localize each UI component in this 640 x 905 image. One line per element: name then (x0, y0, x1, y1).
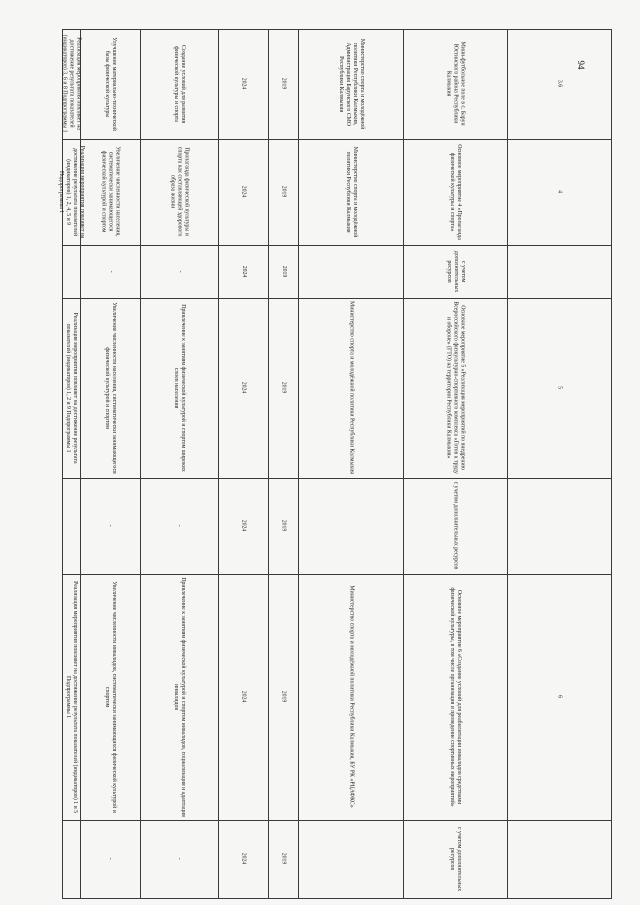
cell-event (405, 141, 505, 243)
cell-number (509, 822, 609, 896)
cell-event (405, 576, 505, 818)
cell-number (509, 576, 609, 818)
cell-text: 2024 (240, 186, 247, 198)
cell-text: Увеличение численности инвалидов, систематически занимающихся физической культурой и спортом (104, 581, 118, 813)
cell-start (270, 300, 296, 476)
cell-number (509, 300, 609, 476)
cell-start (270, 822, 296, 896)
cell-text: 2019 (280, 520, 287, 532)
table-row-rule (62, 29, 612, 30)
cell-text: - (176, 525, 183, 527)
cell-start (270, 31, 296, 137)
cell-number (509, 480, 609, 572)
cell-text: 2019 (280, 691, 287, 703)
cell-start (270, 247, 296, 296)
cell-end (220, 31, 266, 137)
cell-comment (64, 822, 78, 896)
cell-direct-result (142, 300, 216, 476)
cell-comment (64, 247, 78, 296)
cell-indicator-link (82, 822, 138, 896)
cell-number (509, 247, 609, 296)
cell-end (220, 300, 266, 476)
table-row-rule (62, 898, 612, 899)
cell-direct-result (142, 576, 216, 818)
cell-text: Министерство спорта и молодёжной политики Республики Калмыкия, БУ РК «РЦАФКС» (348, 585, 355, 809)
table-column-rule (218, 29, 219, 898)
cell-indicator-link (82, 300, 138, 476)
cell-direct-result (142, 141, 216, 243)
cell-text: Привлечение к занятиям физической культурой и спортом инвалидов, социализация и адаптация инвалидов (173, 577, 187, 817)
cell-executor (300, 480, 401, 572)
cell-text: 2019 (280, 382, 287, 394)
cell-text: Пропаганда физической культуры и спорта как составляющей здорового образа жизни (169, 147, 190, 237)
cell-text: с учетом дополнительных ресурсов (449, 826, 463, 892)
cell-text: Увеличение численности населения, систематически занимающегося физической культурой и спортом (100, 146, 121, 238)
cell-text: 2024 (240, 78, 247, 90)
table-column-rule (611, 29, 612, 898)
cell-end (220, 480, 266, 572)
table-row-rule (62, 245, 612, 246)
cell-text: - (107, 858, 114, 860)
table-row-rule (62, 139, 612, 140)
cell-comment (57, 141, 86, 243)
cell-start (270, 141, 296, 243)
cell-comment (61, 31, 82, 137)
cell-event (405, 822, 505, 896)
cell-text: 2024 (240, 853, 247, 865)
cell-start (270, 576, 296, 818)
cell-end (220, 822, 266, 896)
cell-text: Министерство спорта и молодёжной политики Республики Калмыкия (348, 301, 355, 475)
cell-text: 2024 (240, 382, 247, 394)
cell-start (270, 480, 296, 572)
cell-text: Увеличение численности населения, систематически занимающегося физической культурой и спортом (104, 302, 118, 474)
table-row-rule (62, 574, 612, 575)
cell-text: Реализация мероприятия повлияет на достижение результата показателей (индикаторов) 1, 2 и 9 Подпрограммы 1 (65, 312, 79, 464)
cell-text: - (176, 858, 183, 860)
cell-comment (64, 576, 78, 818)
cell-text: Привлечение к занятиям физической культурой и спортом широких слоев населения (173, 304, 187, 472)
cell-text: 2019 (280, 853, 287, 865)
cell-text: Министерство спорта и молодёжной политики Республики Калмыкия (344, 146, 358, 238)
cell-text: Мини-футбольное поле в с. Барун Юстинского района Республики Калмыкия (445, 41, 466, 127)
cell-text: - (176, 270, 183, 273)
cell-text: Основное мероприятие 5 «Реализация мероприятий по внедрению Всероссийского физкультурно-спортивного комплекса «Готов к труду и обороне» (ГТО) на территории Республики Калмыкия» (445, 301, 466, 475)
cell-text: 5 (556, 386, 563, 390)
cell-text: 2024 (240, 265, 247, 278)
cell-text: 6 (556, 695, 563, 699)
cell-event (405, 31, 505, 137)
cell-text: - (107, 525, 114, 527)
cell-text: 4 (556, 190, 563, 194)
table-column-rule (140, 29, 141, 898)
page-number: 94 (576, 60, 586, 70)
cell-text: 2019 (280, 78, 287, 90)
cell-executor (300, 141, 401, 243)
cell-indicator-link (82, 480, 138, 572)
cell-text: с учетом дополнительных ресурсов (452, 482, 459, 570)
cell-comment (64, 480, 78, 572)
cell-text: 3.6 (556, 80, 563, 88)
cell-direct-result (142, 822, 216, 896)
cell-direct-result (142, 480, 216, 572)
table-row-rule (62, 820, 612, 821)
cell-text: Реализация мероприятия повлияет на достижение результата показателей (индикаторов) 1 и 5 Подпрограммы 1 (65, 581, 79, 813)
table-column-rule (403, 29, 404, 898)
table-column-rule (268, 29, 269, 898)
cell-number (509, 31, 609, 137)
cell-number (509, 141, 609, 243)
cell-executor (300, 300, 401, 476)
cell-text: - (107, 270, 114, 273)
cell-end (220, 141, 266, 243)
table-row-rule (62, 478, 612, 479)
cell-end (220, 576, 266, 818)
cell-text: Основное мероприятие 6 «Создание условий для реабилитации инвалидов средствами физической культуры, в том числе организация и проведение спортивных мероприятий» (449, 587, 463, 807)
cell-indicator-link (82, 31, 138, 137)
cell-text: 2019 (280, 265, 287, 278)
cell-end (220, 247, 266, 296)
cell-text: Создание условий для развития физической культуры и спорта (173, 44, 187, 124)
cell-text: 2024 (240, 691, 247, 703)
cell-executor (300, 822, 401, 896)
cell-event (405, 300, 505, 476)
cell-direct-result (142, 31, 216, 137)
cell-direct-result (142, 247, 216, 296)
table-column-rule (507, 29, 508, 898)
cell-text: 2024 (240, 520, 247, 532)
cell-event (405, 247, 505, 296)
cell-text: Основное мероприятие 4 «Пропаганда физической культуры и спорта» (449, 144, 463, 240)
table-column-rule (298, 29, 299, 898)
cell-executor (300, 247, 401, 296)
cell-event (405, 480, 505, 572)
cell-text: Реализация мероприятия повлияет на достижение результата показателей (индикаторов) 1, 2, 4, 5 и 9 Подпрограммы 1 (57, 145, 86, 239)
cell-executor (300, 576, 401, 818)
cell-text: Реализация мероприятия повлияет на достижение результата показателей (индикаторов) 3, 6 и 8 Подпрограммы 1 (61, 35, 82, 133)
cell-text: Министерство спорта и молодёжной политики Республики Калмыкия, Администрация Барунского СМО Республики Калмыкия (337, 38, 365, 130)
cell-indicator-link (82, 141, 138, 243)
cell-executor (300, 31, 401, 137)
table-row-rule (62, 298, 612, 299)
cell-text: с учетом дополнительных ресурсов (445, 250, 466, 293)
cell-text: Улучшение материально-технической базы физической культуры (104, 37, 118, 131)
cell-text: 2019 (280, 186, 287, 198)
cell-comment (64, 300, 78, 476)
cell-indicator-link (82, 576, 138, 818)
cell-indicator-link (82, 247, 138, 296)
